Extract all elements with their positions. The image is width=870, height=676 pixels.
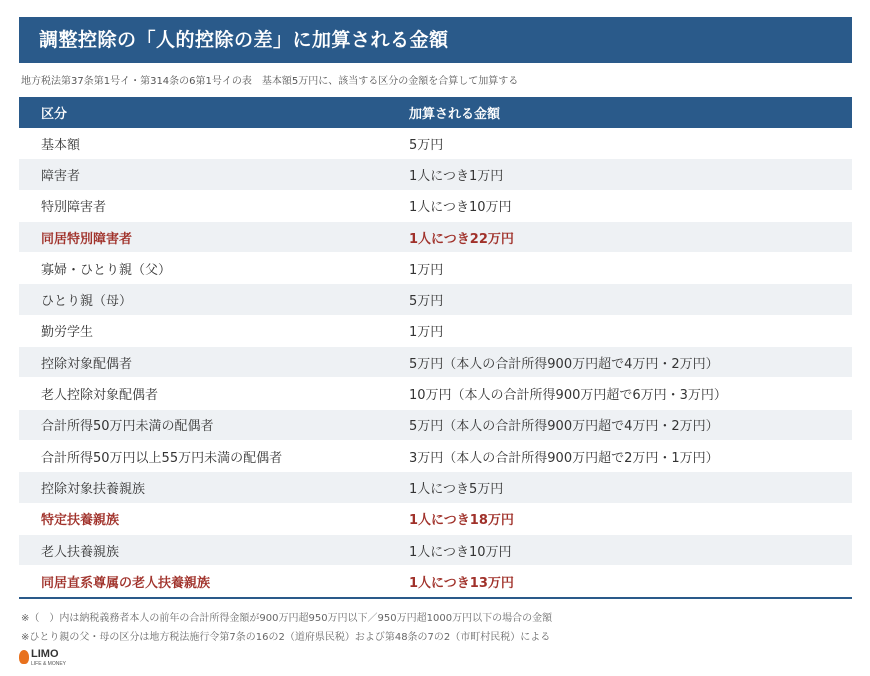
- table-row: [19, 316, 852, 347]
- row-amount: 1万円: [409, 262, 444, 278]
- table-body: [19, 128, 852, 597]
- table-row: [19, 284, 852, 315]
- table-row: [19, 504, 852, 535]
- deduction-table: [19, 97, 852, 597]
- row-category: 同居直系尊属の老人扶養親族: [41, 575, 211, 591]
- row-amount: 1人につき18万円: [409, 513, 514, 529]
- logo-subtext: LIFE & MONEY: [31, 661, 67, 667]
- table-row: [19, 472, 852, 503]
- header-category: 区分: [41, 107, 68, 122]
- row-category: ひとり親（母）: [41, 294, 133, 310]
- table-row: [19, 191, 852, 222]
- row-category: 特別障害者: [41, 200, 107, 216]
- row-amount: 5万円（本人の合計所得900万円超で4万円・2万円）: [409, 419, 719, 435]
- footnote-1: ※（ ）内は納税義務者本人の前年の合計所得金額が900万円超950万円以下／950万円超1000万円以下の場合の金額: [21, 613, 553, 624]
- table-row: [19, 347, 852, 378]
- row-amount: 10万円（本人の合計所得900万円超で6万円・3万円）: [409, 388, 727, 404]
- page-title: 調整控除の「人的控除の差」に加算される金額: [19, 17, 852, 63]
- table-row: [19, 222, 852, 253]
- row-category: 特定扶養親族: [41, 513, 120, 529]
- row-category: 同居特別障害者: [41, 231, 133, 247]
- row-category: 合計所得50万円以上55万円未満の配偶者: [41, 450, 283, 466]
- row-amount: 1人につき10万円: [409, 544, 512, 560]
- logo-text: LIMO: [31, 648, 59, 660]
- table-bottom-rule: [19, 597, 852, 599]
- row-category: 老人扶養親族: [41, 544, 120, 560]
- row-amount: 1人につき22万円: [409, 231, 514, 247]
- brand-logo: [19, 648, 67, 670]
- row-amount: 1人につき1万円: [409, 168, 504, 184]
- row-category: 控除対象配偶者: [41, 356, 133, 372]
- table-row: [19, 378, 852, 409]
- header-amount: 加算される金額: [409, 107, 501, 122]
- row-amount: 1人につき13万円: [409, 575, 514, 591]
- subtitle: 地方税法第37条第1号イ・第314条の6第1号イの表 基本額5万円に、該当する区分の金額を合算して加算する: [21, 76, 519, 87]
- table-row: [19, 441, 852, 472]
- table-row: [19, 566, 852, 597]
- row-amount: 3万円（本人の合計所得900万円超で2万円・1万円）: [409, 450, 719, 466]
- table-header: [19, 97, 852, 128]
- row-category: 老人控除対象配偶者: [41, 388, 159, 404]
- row-amount: 5万円: [409, 137, 444, 153]
- row-amount: 1万円: [409, 325, 444, 341]
- row-category: 基本額: [41, 137, 81, 153]
- table-row: [19, 159, 852, 190]
- table-row: [19, 410, 852, 441]
- footnote-2: ※ひとり親の父・母の区分は地方税法施行令第7条の16の2（道府県民税）および第48条の7の2（市町村民税）による: [21, 632, 551, 643]
- row-category: 障害者: [41, 168, 81, 184]
- row-amount: 5万円: [409, 294, 444, 310]
- table-row: [19, 535, 852, 566]
- row-amount: 1人につき10万円: [409, 200, 512, 216]
- row-amount: 1人につき5万円: [409, 481, 504, 497]
- row-category: 寡婦・ひとり親（父）: [41, 262, 172, 278]
- table-row: [19, 253, 852, 284]
- row-amount: 5万円（本人の合計所得900万円超で4万円・2万円）: [409, 356, 719, 372]
- row-category: 合計所得50万円未満の配偶者: [41, 419, 214, 435]
- row-category: 控除対象扶養親族: [41, 481, 146, 497]
- table-row: [19, 128, 852, 159]
- flame-icon: [19, 650, 29, 664]
- row-category: 勤労学生: [41, 325, 94, 341]
